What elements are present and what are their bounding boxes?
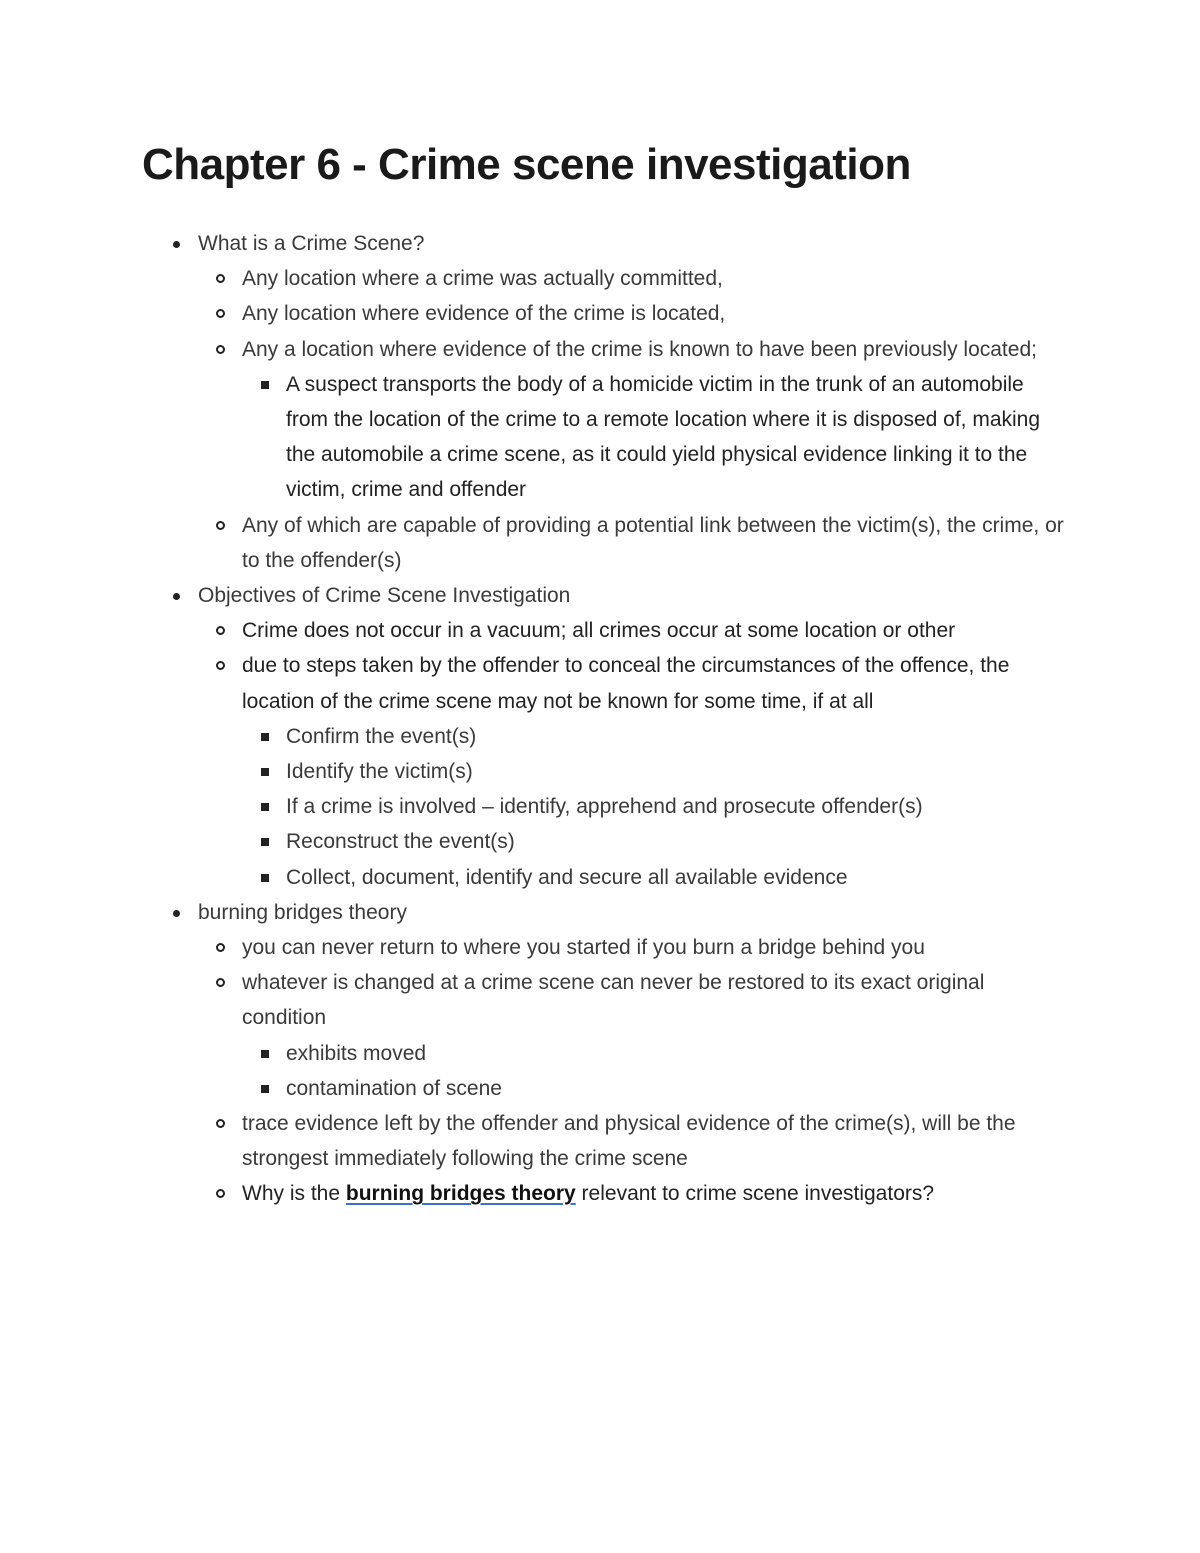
bullet-square-icon bbox=[261, 1085, 269, 1093]
list-item-text: Any location where evidence of the crime is located, bbox=[242, 302, 726, 326]
list-item-text: trace evidence left by the offender and physical evidence of the crime(s), will be the strongest immediately following the crime scene bbox=[242, 1112, 1016, 1171]
list-item bbox=[242, 1176, 1078, 1211]
bullet-circle-icon bbox=[216, 345, 225, 354]
outline-list bbox=[198, 226, 1078, 1212]
bullet-disc-icon bbox=[173, 593, 180, 600]
sub-list bbox=[242, 261, 1078, 578]
list-item-text: Confirm the event(s) bbox=[286, 724, 477, 748]
list-item-text: Identify the victim(s) bbox=[286, 760, 473, 784]
section-what-is-crime-scene bbox=[198, 226, 1078, 578]
bullet-circle-icon bbox=[216, 1189, 225, 1198]
bullet-square-icon bbox=[261, 768, 269, 776]
list-item bbox=[286, 367, 1078, 508]
list-item-text: Collect, document, identify and secure all available evidence bbox=[286, 865, 848, 889]
list-item bbox=[286, 754, 1078, 789]
list-item bbox=[242, 613, 1078, 648]
list-item bbox=[242, 648, 1078, 894]
list-item bbox=[242, 1106, 1078, 1176]
list-item bbox=[286, 789, 1078, 824]
bullet-circle-icon bbox=[216, 309, 225, 318]
list-item bbox=[286, 719, 1078, 754]
page-title: Chapter 6 - Crime scene investigation bbox=[142, 140, 911, 189]
bullet-circle-icon bbox=[216, 521, 225, 530]
list-item-text: whatever is changed at a crime scene can never be restored to its exact original condition bbox=[242, 971, 985, 1030]
list-item-text: A suspect transports the body of a homicide victim in the trunk of an automobile from the location of the crime to a remote location where it is disposed of, making the automobile a crime scene, as it could yield physical evidence linking it to the victim, crime and offender bbox=[286, 372, 1041, 502]
bullet-square-icon bbox=[261, 381, 269, 389]
bullet-square-icon bbox=[261, 803, 269, 811]
section-heading: Objectives of Crime Scene Investigation bbox=[198, 584, 571, 608]
list-item-text: exhibits moved bbox=[286, 1041, 427, 1065]
bullet-square-icon bbox=[261, 838, 269, 846]
list-item-text: Any a location where evidence of the crime is known to have been previously located; bbox=[242, 337, 1037, 361]
list-item-text: Any location where a crime was actually committed, bbox=[242, 267, 723, 291]
list-item bbox=[286, 1036, 1078, 1071]
list-item bbox=[242, 261, 1078, 296]
sub-list bbox=[242, 930, 1078, 1212]
sub-list bbox=[242, 613, 1078, 895]
list-item bbox=[286, 1071, 1078, 1106]
bullet-disc-icon bbox=[173, 910, 180, 917]
bullet-disc-icon bbox=[173, 241, 180, 248]
list-item-text: Crime does not occur in a vacuum; all crimes occur at some location or other bbox=[242, 619, 956, 643]
section-heading: What is a Crime Scene? bbox=[198, 232, 425, 255]
bullet-circle-icon bbox=[216, 978, 225, 987]
list-item bbox=[242, 332, 1078, 508]
list-item-text: you can never return to where you started if you burn a bridge behind you bbox=[242, 936, 925, 960]
list-item bbox=[286, 824, 1078, 859]
list-item bbox=[242, 296, 1078, 331]
list-item bbox=[242, 965, 1078, 1106]
section-burning-bridges bbox=[198, 895, 1078, 1212]
list-item-text: Any of which are capable of providing a potential link between the victim(s), the crime, or to the offender(s) bbox=[242, 513, 1064, 572]
list-item-text: due to steps taken by the offender to conceal the circumstances of the offence, the location of the crime scene may not be known for some time, if at all bbox=[242, 654, 1010, 713]
section-heading: burning bridges theory bbox=[198, 900, 407, 924]
bullet-square-icon bbox=[261, 874, 269, 882]
question-text-before: Why is the bbox=[242, 1182, 346, 1206]
bullet-circle-icon bbox=[216, 1119, 225, 1128]
list-item bbox=[242, 930, 1078, 965]
list-item bbox=[242, 508, 1078, 578]
bullet-circle-icon bbox=[216, 274, 225, 283]
list-item bbox=[286, 860, 1078, 895]
list-item-text: If a crime is involved – identify, apprehend and prosecute offender(s) bbox=[286, 795, 923, 819]
sub-sub-list bbox=[286, 1036, 1078, 1106]
bullet-circle-icon bbox=[216, 626, 225, 635]
burning-bridges-theory-link[interactable]: burning bridges theory bbox=[345, 1182, 576, 1206]
question-text-after: relevant to crime scene investigators? bbox=[575, 1182, 935, 1206]
list-item-text: Reconstruct the event(s) bbox=[286, 830, 515, 854]
bullet-circle-icon bbox=[216, 943, 225, 952]
bullet-circle-icon bbox=[216, 661, 225, 670]
bullet-square-icon bbox=[261, 1050, 269, 1058]
sub-sub-list bbox=[286, 367, 1078, 508]
sub-sub-list bbox=[286, 719, 1078, 895]
list-item-text: contamination of scene bbox=[286, 1076, 502, 1100]
bullet-square-icon bbox=[261, 733, 269, 741]
section-objectives bbox=[198, 578, 1078, 895]
